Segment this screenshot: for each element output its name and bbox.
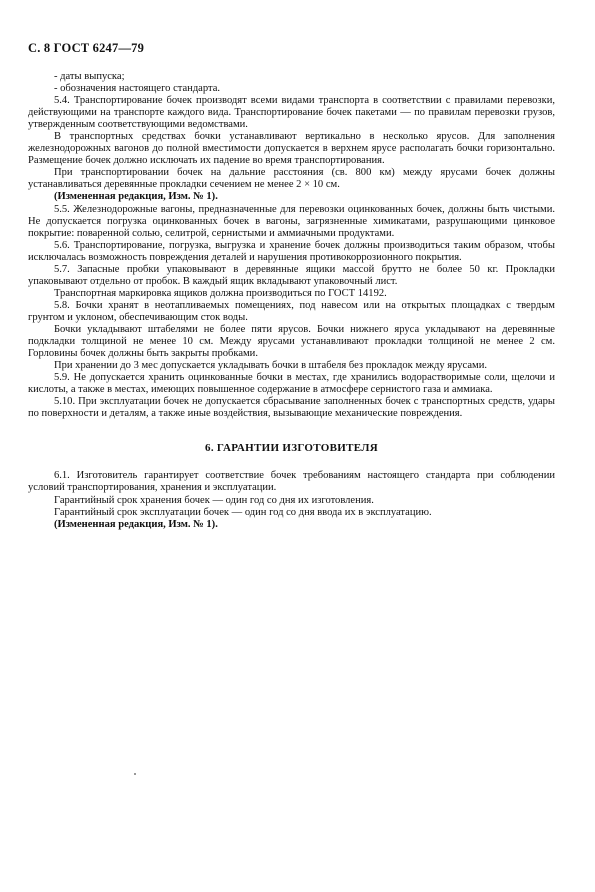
paragraph: - даты выпуска;: [54, 71, 125, 82]
paragraph: Гарантийный срок эксплуатации бочек — один год со дня ввода их в эксплуатацию.: [54, 506, 432, 518]
paragraph: В транспортных средствах бочки устанавливают вертикально в несколько ярусов. Для заполнения железнодорожных вагонов до полной вместимости допускается в верхнем ярусе располагать бочки горизонтально. Размещение бочек должно исключать их падение во время транспортирования.: [28, 131, 555, 167]
paragraph: 5.7. Запасные пробки упаковывают в деревянные ящики массой брутто не более 50 кг. Прокладки упаковывают отдельно от пробок. В каждый ящик вкладывают упаковочный лист.: [28, 263, 555, 287]
section-title: 6. ГАРАНТИИ ИЗГОТОВИТЕЛЯ: [205, 442, 378, 455]
paragraph: 5.4. Транспортирование бочек производят всеми видами транспорта в соответствии с правилами перевозки, действующими на транспорте каждого вида. Транспортирование бочек пакетами — по правилам перевозки грузов, утвержденным соответствующими ведомствами.: [28, 95, 555, 131]
paragraph: 5.10. При эксплуатации бочек не допускается сбрасывание заполненных бочек с транспортных средств, удары по поверхности и деталям, а также иные воздействия, вызывающие механические повреждения.: [28, 396, 555, 420]
paragraph: Бочки укладывают штабелями не более пяти ярусов. Бочки нижнего яруса укладывают на деревянные подкладки толщиной не менее 10 см. Между ярусами устанавливают прокладки толщиной не менее 2 см. Горловины бочек должны быть закрыты пробками.: [28, 323, 555, 360]
document-body: [28, 71, 555, 531]
paragraph: При хранении до 3 мес допускается укладывать бочки в штабеля без прокладок между ярусами.: [54, 360, 488, 372]
section-5-text: [28, 71, 555, 420]
paragraph: - обозначения настоящего стандарта.: [54, 83, 221, 95]
paragraph: 5.5. Железнодорожные вагоны, предназначенные для перевозки оцинкованных бочек, должны быть чистыми. Не допускается погрузка оцинкованных бочек в вагоны, загрязненные химикатами, разрушающими цинковое покрытие: поваренной солью, селитрой, сернистыми и аммиачными продуктами.: [28, 203, 555, 239]
page-header: С. 8 ГОСТ 6247—79: [28, 41, 145, 55]
paragraph: (Измененная редакция, Изм. № 1).: [54, 191, 218, 203]
paragraph: (Измененная редакция, Изм. № 1).: [54, 518, 218, 530]
paragraph: При транспортировании бочек на дальние расстояния (св. 800 км) между ярусами бочек должны устанавливаться деревянные прокладки сечением не менее 2 × 10 см.: [28, 167, 555, 191]
paragraph: 5.6. Транспортирование, погрузка, выгрузка и хранение бочек должны производиться таким образом, чтобы исключалась возможность повреждения деталей и нарушения противокоррозионного покрытия.: [28, 239, 555, 263]
scan-speck: [134, 773, 136, 775]
paragraph: 5.9. Не допускается хранить оцинкованные бочки в местах, где хранились водорастворимые соли, щелочи и кислоты, а также в местах, имеющих повышенное содержание в атмосфере сернистого газа и аммиака.: [28, 372, 555, 396]
paragraph: 6.1. Изготовитель гарантирует соответствие бочек требованиям настоящего стандарта при соблюдении условий транспортирования, хранения и эксплуатации.: [28, 470, 555, 494]
paragraph: Гарантийный срок хранения бочек — один год со дня их изготовления.: [54, 494, 374, 506]
paragraph: Транспортная маркировка ящиков должна производиться по ГОСТ 14192.: [54, 287, 387, 299]
section-6-text: [28, 470, 555, 530]
paragraph: 5.8. Бочки хранят в неотапливаемых помещениях, под навесом или на открытых площадках с твердым грунтом и уклоном, обеспечивающим сток воды.: [28, 299, 555, 323]
